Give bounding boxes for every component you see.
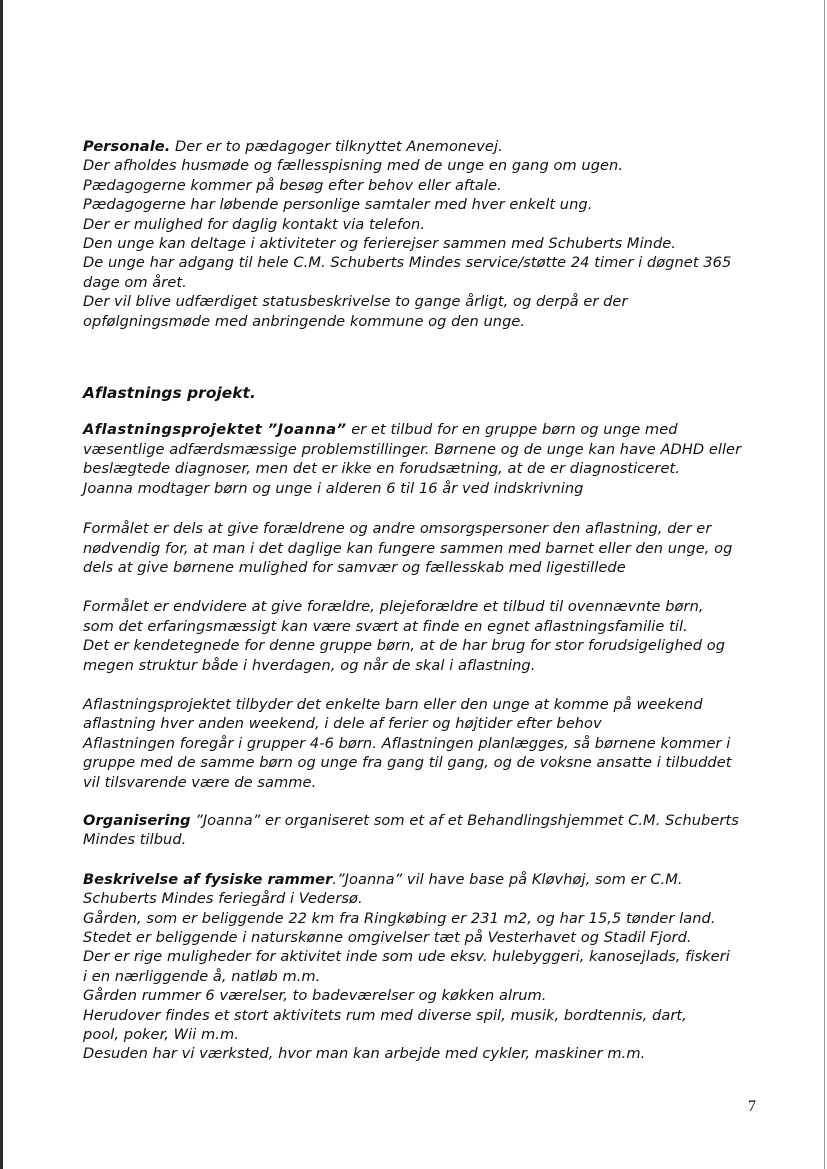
rammer-line: Herudover findes et stort aktivitets rum med diverse spil, musik, bordtennis, dart, <box>83 1006 687 1024</box>
rammer-line: Schuberts Mindes feriegård i Vedersø. <box>83 890 363 908</box>
spacer <box>83 403 783 420</box>
aflastning-p4-line: vil tilsvarende være de samme. <box>83 773 317 791</box>
aflastning-p4-line: aflastning hver anden weekend, i dele af ferier og højtider efter behov <box>83 715 602 733</box>
rammer-first-line-text: .”Joanna” vil have base på Kløvhøj, som er C.M. <box>332 870 683 888</box>
aflastning-p3-line: megen struktur både i hverdagen, og når de skal i aflastning. <box>83 656 536 674</box>
aflastning-p3-line: Formålet er endvidere at give forældre, plejeforældre et tilbud til ovennævnte børn, <box>83 598 704 616</box>
spacer <box>83 331 783 384</box>
aflastning-paragraph-2 <box>83 519 783 577</box>
aflastning-p3-line: som det erfaringsmæssigt kan være svært at finde en egnet aflastningsfamilie til. <box>83 617 688 635</box>
section-fysiske-rammer <box>83 870 783 1064</box>
rammer-line: Desuden har vi værksted, hvor man kan arbejde med cykler, maskiner m.m. <box>83 1045 646 1063</box>
personale-line: Den unge kan deltage i aktiviteter og ferierejser sammen med Schuberts Minde. <box>83 235 677 253</box>
personale-line: dage om året. <box>83 273 187 291</box>
aflastning-p4-line: Aflastningen foregår i grupper 4-6 børn. Aflastningen planlægges, så børnene kommer i <box>83 734 731 752</box>
organisering-line: Mindes tilbud. <box>83 831 187 849</box>
section-personale <box>83 137 783 331</box>
section-aflastning <box>83 384 783 792</box>
organisering-first-line <box>83 811 783 830</box>
aflastning-p3-line: Det er kendetegnede for denne gruppe børn, at de har brug for stor forudsigelighed og <box>83 637 726 655</box>
aflastning-project-name: Aflastningsprojektet ”Joanna” <box>83 421 347 439</box>
aflastning-heading: Aflastnings projekt. <box>83 384 256 403</box>
aflastning-paragraph-4 <box>83 695 783 792</box>
document-body <box>83 137 783 1064</box>
aflastning-paragraph-1 <box>83 420 783 498</box>
aflastning-p2-line: dels at give børnene mulighed for samvær og fællesskab med ligestillede <box>83 558 626 576</box>
aflastning-p4-line: gruppe med de samme børn og unge fra gang til gang, og de voksne ansatte i tilbuddet <box>83 754 732 772</box>
aflastning-p1-line: beslægtede diagnoser, men det er ikke en forudsætning, at de er diagnosticeret. <box>83 460 680 478</box>
rammer-line: Gården rummer 6 værelser, to badeværelser og køkken alrum. <box>83 987 547 1005</box>
rammer-title: Beskrivelse af fysiske rammer <box>83 870 333 888</box>
aflastning-paragraph-3 <box>83 597 783 675</box>
organisering-title: Organisering <box>83 811 191 829</box>
aflastning-p1-line: væsentlige adfærdsmæssige problemstillinger. Børnene og de unge kan have ADHD eller <box>83 440 742 458</box>
scan-left-edge <box>0 0 3 1169</box>
personale-first-line <box>83 137 783 156</box>
section-organisering <box>83 811 783 850</box>
personale-line: Der afholdes husmøde og fællesspisning med de unge en gang om ugen. <box>83 157 624 175</box>
spacer <box>83 498 783 519</box>
spacer <box>83 792 783 811</box>
spacer <box>83 675 783 695</box>
rammer-line: Gården, som er beliggende 22 km fra Ringkøbing er 231 m2, og har 15,5 tønder land. <box>83 909 716 927</box>
rammer-line: i en nærliggende å, natløb m.m. <box>83 967 321 985</box>
personale-line: Pædagogerne kommer på besøg efter behov eller aftale. <box>83 176 502 194</box>
aflastning-p1-first-line <box>83 420 783 439</box>
personale-line: Der vil blive udfærdiget statusbeskrivelse to gange årligt, og derpå er der <box>83 293 628 311</box>
aflastning-p1-first-line-text: er et tilbud for en gruppe børn og unge med <box>346 421 678 439</box>
personale-title: Personale. <box>83 138 171 155</box>
scan-right-edge <box>824 0 825 1169</box>
personale-line: De unge har adgang til hele C.M. Schuberts Mindes service/støtte 24 timer i døgnet 365 <box>83 254 732 272</box>
page-number: 7 <box>748 1098 756 1115</box>
organisering-first-line-text: ”Joanna” er organiseret som et af et Behandlingshjemmet C.M. Schuberts <box>190 811 739 829</box>
rammer-line: Stedet er beliggende i naturskønne omgivelser tæt på Vesterhavet og Stadil Fjord. <box>83 929 692 946</box>
aflastning-p2-line: Formålet er dels at give forældrene og andre omsorgspersoner den aflastning, der er <box>83 520 712 538</box>
aflastning-p2-line: nødvendig for, at man i det daglige kan fungere sammen med barnet eller den unge, og <box>83 539 733 557</box>
rammer-line: Der er rige muligheder for aktivitet inde som ude eksv. hulebyggeri, kanosejlads, fiskeri <box>83 948 730 966</box>
aflastning-p1-line: Joanna modtager børn og unge i alderen 6 til 16 år ved indskrivning <box>83 479 584 497</box>
rammer-line: pool, poker, Wii m.m. <box>83 1026 239 1044</box>
rammer-first-line <box>83 870 783 889</box>
personale-line: Pædagogerne har løbende personlige samtaler med hver enkelt ung. <box>83 196 593 214</box>
spacer <box>83 850 783 870</box>
personale-line: opfølgningsmøde med anbringende kommune og den unge. <box>83 312 526 330</box>
spacer <box>83 577 783 597</box>
aflastning-p4-line: Aflastningsprojektet tilbyder det enkelte barn eller den unge at komme på weekend <box>83 695 703 713</box>
personale-line: Der er mulighed for daglig kontakt via telefon. <box>83 215 426 233</box>
personale-first-line-text: Der er to pædagoger tilknyttet Anemonevej. <box>170 138 503 155</box>
